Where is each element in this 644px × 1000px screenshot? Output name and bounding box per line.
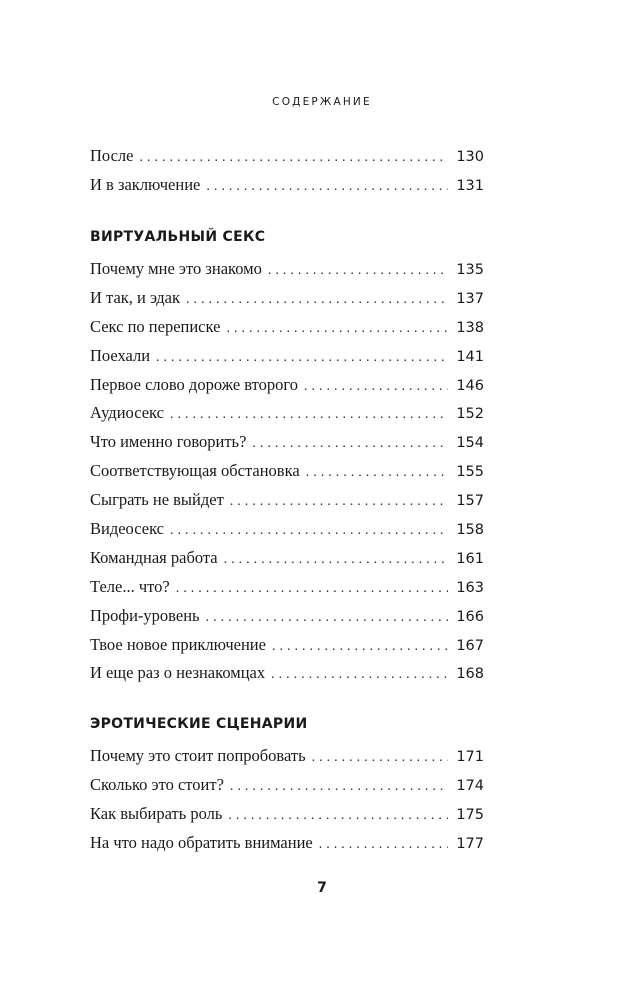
toc-entry-page: 163 xyxy=(456,579,484,596)
dot-leader xyxy=(230,773,448,800)
toc-entry[interactable] xyxy=(90,342,484,371)
toc-entry-title: Профи-уровень xyxy=(90,605,200,625)
toc-entry-title: Твое новое приключение xyxy=(90,634,266,654)
page-number: 7 xyxy=(317,880,327,896)
toc-entry[interactable] xyxy=(90,573,484,602)
toc-entry-title: И в заключение xyxy=(90,174,201,194)
toc-entry[interactable] xyxy=(90,631,484,660)
toc-entry-title: Почему мне это знакомо xyxy=(90,259,262,278)
toc-entry-page: 177 xyxy=(456,835,484,852)
toc-entry-title: Сколько это стоит? xyxy=(90,774,224,794)
toc-entry[interactable] xyxy=(90,829,484,858)
toc-entry-title: Почему это стоит попробовать xyxy=(90,746,306,765)
toc-entry-page: 161 xyxy=(456,550,484,567)
toc-entry-page: 154 xyxy=(456,435,484,452)
toc-entry-page: 167 xyxy=(456,637,484,654)
dot-leader xyxy=(312,744,448,771)
dot-leader xyxy=(139,144,448,171)
toc-entry[interactable] xyxy=(90,544,484,573)
toc-entry-title: И так, и эдак xyxy=(90,287,180,307)
toc-entry[interactable] xyxy=(90,371,484,400)
toc-entry-page: 130 xyxy=(456,149,484,165)
toc-entry-page: 155 xyxy=(456,464,484,481)
section-heading: ЭРОТИЧЕСКИЕ СЦЕНАРИИ xyxy=(90,716,308,732)
toc-entry-title: Первое слово дороже второго xyxy=(90,374,299,394)
toc-entry-title: Как выбирать роль xyxy=(90,803,223,823)
dot-leader xyxy=(271,661,448,688)
toc-entry-page: 168 xyxy=(456,666,484,683)
toc-entry-page: 137 xyxy=(456,290,484,307)
toc-entry[interactable] xyxy=(90,742,484,771)
dot-leader xyxy=(224,546,448,573)
toc-entry[interactable] xyxy=(90,800,484,829)
toc-entry-title: Что именно говорить? xyxy=(90,432,247,452)
toc-entry-page: 146 xyxy=(456,377,484,394)
dot-leader xyxy=(206,173,448,200)
toc-entry-page: 157 xyxy=(456,493,484,510)
dot-leader xyxy=(226,315,448,342)
toc-entry-title: Теле... что? xyxy=(90,576,170,596)
toc-entry-page: 135 xyxy=(456,262,484,278)
toc-entry-page: 175 xyxy=(456,806,484,823)
toc-entry[interactable] xyxy=(90,171,484,200)
dot-leader xyxy=(156,344,448,371)
toc-entry[interactable] xyxy=(90,313,484,342)
dot-leader xyxy=(272,633,448,660)
toc-entry-page: 152 xyxy=(456,406,484,423)
dot-leader xyxy=(268,257,448,284)
toc-entry[interactable] xyxy=(90,486,484,515)
dot-leader xyxy=(206,604,448,631)
toc-section-scenarios xyxy=(90,742,484,858)
running-head: СОДЕРЖАНИЕ xyxy=(272,96,372,108)
toc-entry-page: 166 xyxy=(456,608,484,625)
dot-leader xyxy=(304,373,448,400)
dot-leader xyxy=(252,430,448,457)
toc-entry[interactable] xyxy=(90,142,484,171)
toc-entry[interactable] xyxy=(90,399,484,428)
toc-intro-block xyxy=(90,142,484,200)
toc-entry[interactable] xyxy=(90,659,484,688)
dot-leader xyxy=(170,401,448,428)
toc-entry-page: 141 xyxy=(456,348,484,365)
toc-entry-title: Поехали xyxy=(90,345,151,365)
toc-entry[interactable] xyxy=(90,602,484,631)
toc-entry[interactable] xyxy=(90,428,484,457)
toc-entry-title: Видеосекс xyxy=(90,519,164,539)
toc-section-virtual xyxy=(90,255,484,688)
toc-entry-title: После xyxy=(90,146,134,165)
toc-entry[interactable] xyxy=(90,457,484,486)
toc-entry-title: На что надо обратить внимание xyxy=(90,832,313,852)
toc-entry-title: Аудиосекс xyxy=(90,403,164,423)
dot-leader xyxy=(186,286,448,313)
dot-leader xyxy=(306,459,448,486)
toc-entry[interactable] xyxy=(90,255,484,284)
dot-leader xyxy=(230,488,448,515)
toc-entry[interactable] xyxy=(90,284,484,313)
dot-leader xyxy=(319,831,448,858)
toc-entry-title: Командная работа xyxy=(90,547,218,567)
dot-leader xyxy=(176,575,448,602)
toc-entry-page: 131 xyxy=(456,177,484,194)
toc-entry[interactable] xyxy=(90,771,484,800)
toc-entry[interactable] xyxy=(90,515,484,544)
toc-entry-page: 171 xyxy=(456,749,484,765)
toc-entry-title: Сыграть не выйдет xyxy=(90,490,224,510)
dot-leader xyxy=(228,802,448,829)
dot-leader xyxy=(170,517,448,544)
toc-entry-page: 158 xyxy=(456,522,484,539)
toc-entry-title: И еще раз о незнакомцах xyxy=(90,663,266,683)
section-heading: ВИРТУАЛЬНЫЙ СЕКС xyxy=(90,229,266,245)
toc-entry-title: Соответствующая обстановка xyxy=(90,461,300,481)
toc-entry-page: 174 xyxy=(456,777,484,794)
toc-entry-title: Секс по переписке xyxy=(90,316,221,336)
toc-entry-page: 138 xyxy=(456,319,484,336)
